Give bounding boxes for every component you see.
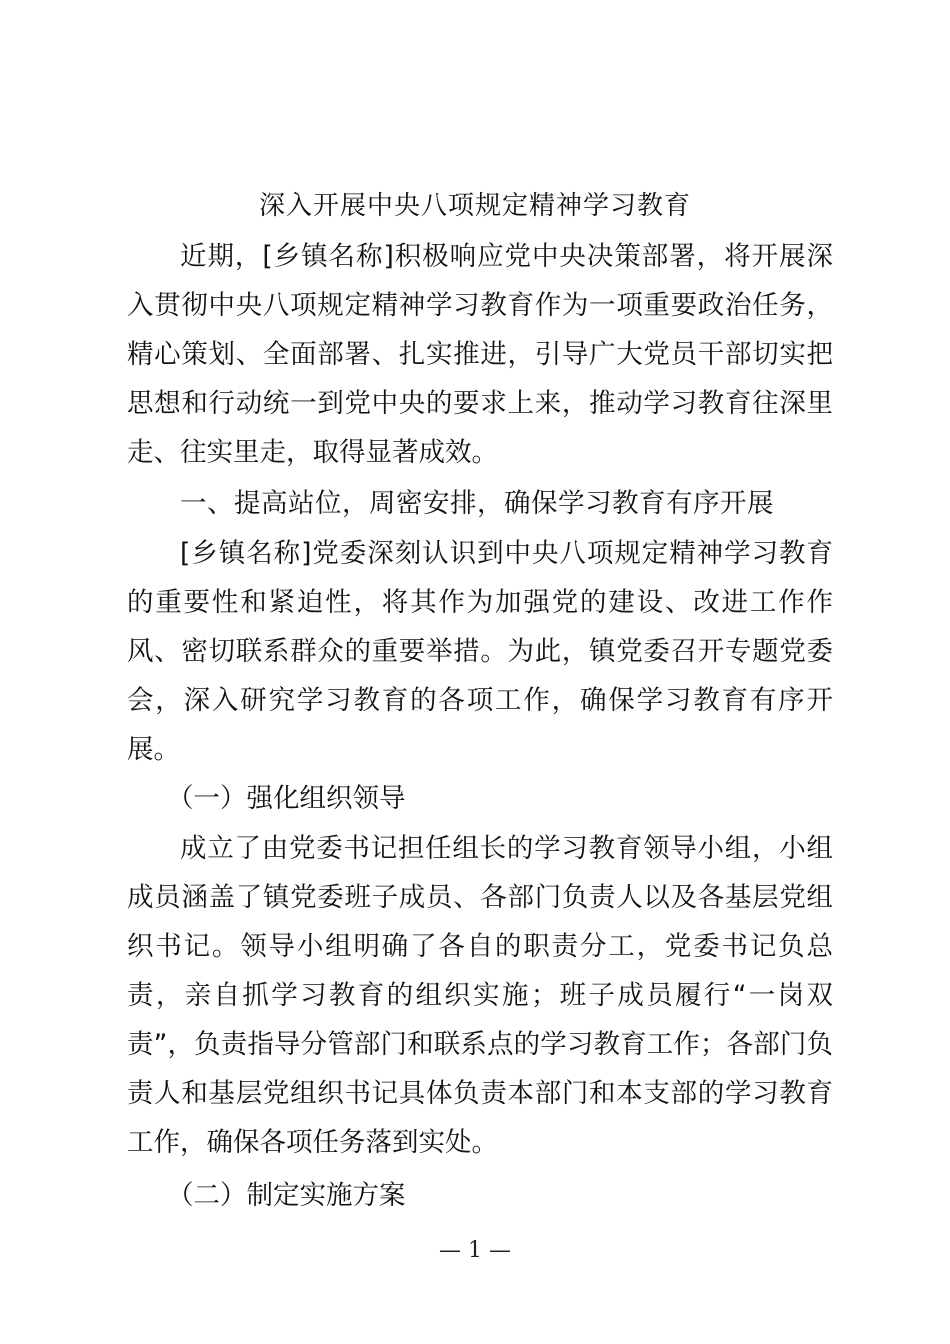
subsection-2-heading: （二）制定实施方案: [167, 1180, 406, 1211]
section-1-heading: 一、提高站位，周密安排，确保学习教育有序开展: [180, 488, 774, 519]
document-body: [127, 232, 833, 1221]
section-1-paragraph: [乡镇名称]党委深刻认识到中央八项规定精神学习教育的重要性和紧迫性，将其作为加强党的建设、改进工作作风、密切联系群众的重要举措。为此，镇党委召开专题党委会，深入研究学习教育的各项工作，确保学习教育有序开展。: [127, 538, 833, 765]
subsection-1-heading: （一）强化组织领导: [167, 783, 406, 814]
document-title: 深入开展中央八项规定精神学习教育: [258, 191, 691, 221]
intro-paragraph: 近期，[乡镇名称]积极响应党中央决策部署，将开展深入贯彻中央八项规定精神学习教育作为一项重要政治任务，精心策划、全面部署、扎实推进，引导广大党员干部切实把思想和行动统一到党中央的要求上来，推动学习教育往深里走、往实里走，取得显著成效。: [127, 241, 833, 468]
page-number: — 1 —: [439, 1238, 511, 1263]
subsection-1-paragraph: 成立了由党委书记担任组长的学习教育领导小组，小组成员涵盖了镇党委班子成员、各部门负责人以及各基层党组织书记。领导小组明确了各自的职责分工，党委书记负总责，亲自抓学习教育的组织实施；班子成员履行“一岗双责”，负责指导分管部门和联系点的学习教育工作；各部门负责人和基层党组织书记具体负责本部门和本支部的学习教育工作，确保各项任务落到实处。: [127, 833, 833, 1158]
